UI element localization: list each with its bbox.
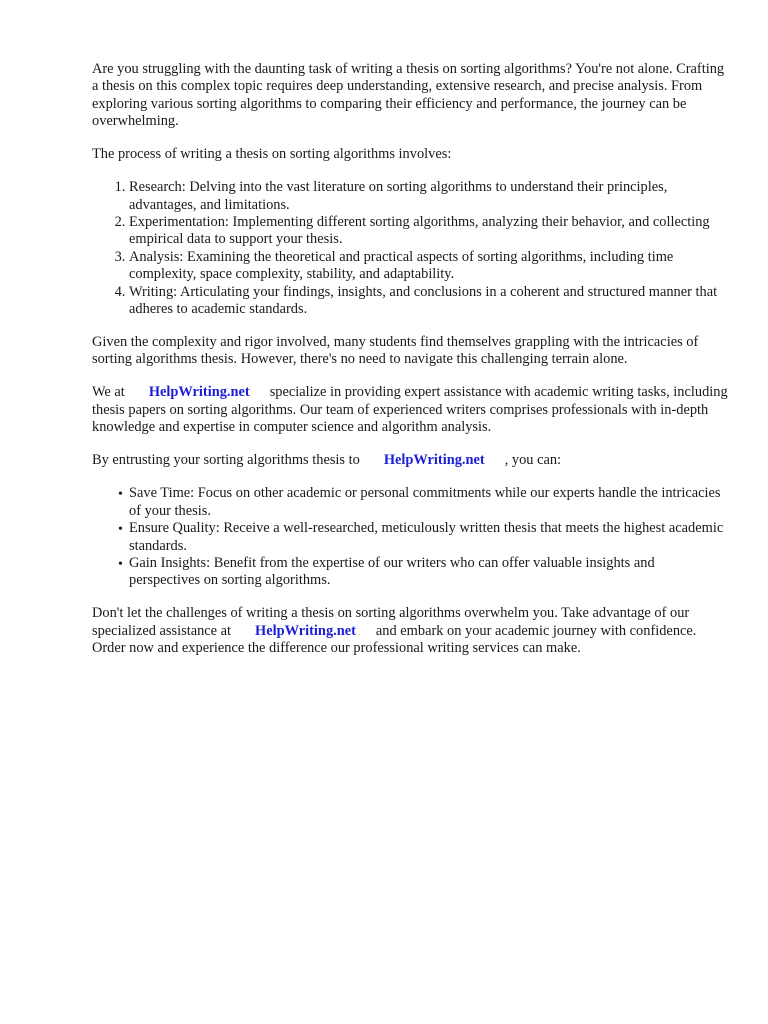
helpwriting-link-2[interactable]: HelpWriting.net [383,452,485,469]
list-item-analysis: 3. Analysis: Examining the theoretical and practical aspects of sorting algorithms, including time complexity, space complexity, stability, and adaptability. [129,249,728,284]
entrusting-lead: By entrusting your sorting algorithms thesis to [92,452,360,469]
intro-paragraph: Are you struggling with the daunting task of writing a thesis on sorting algorithms? You're not alone. Crafting a thesis on this complex topic requires deep understanding, extensive research, and precise analysis. From exploring various sorting algorithms to comparing their efficiency and performance, the journey can be overwhelming. [92,61,725,130]
list-item-ensure-quality [118,520,728,555]
benefit-text: Ensure Quality: Receive a well-researched, meticulously written thesis that meets the highest academic standards. [129,520,724,554]
process-steps-list [92,179,728,318]
entrusting-paragraph [92,452,728,469]
closing-rest: and embark on your academic journey with confidence. Order now and experience the difference our professional writing services can make. [92,622,697,657]
entrusting-rest: , you can: [504,452,562,469]
process-intro: The process of writing a thesis on sorting algorithms involves: [92,146,452,163]
list-item-gain-insights [118,554,728,590]
bullet-icon: • [118,556,123,572]
we-at-rest: specialize in providing expert assistance with academic writing tasks, including thesis papers on sorting algorithms. Our team of experienced writers comprises professionals with in-depth knowledge and expertise in computer science and algorithm analysis. [92,384,728,436]
complexity-paragraph: Given the complexity and rigor involved, many students find themselves grappling with the intricacies of sorting algorithms thesis. However, there's no need to navigate this challenging terrain alone. [92,334,699,368]
bullet-icon: • [118,522,123,538]
list-item-research: 1. Research: Delving into the vast literature on sorting algorithms to understand their principles, advantages, and limitations. [129,179,728,214]
closing-lead: Don't let the challenges of writing a thesis on sorting algorithms overwhelm you. Take advantage of our specialized assistance at [92,605,690,639]
we-at-lead: We at [92,384,125,401]
helpwriting-link-1[interactable]: HelpWriting.net [148,384,250,401]
list-item-writing: 4. Writing: Articulating your findings, insights, and conclusions in a coherent and structured manner that adheres to academic standards. [129,284,728,319]
list-item-experimentation: 2. Experimentation: Implementing different sorting algorithms, analyzing their behavior, and collecting empirical data to support your thesis. [129,214,728,249]
bullet-icon: • [118,487,123,503]
benefit-text: Gain Insights: Benefit from the expertise of our writers who can offer valuable insights and perspectives on sorting algorithms. [129,554,655,589]
helpwriting-link-3[interactable]: HelpWriting.net [255,622,356,639]
we-at-paragraph [92,384,728,436]
benefit-text: Save Time: Focus on other academic or personal commitments while our experts handle the intricacies of your thesis. [129,485,721,519]
closing-paragraph [92,605,728,657]
benefits-list [92,485,728,589]
list-item-save-time [118,485,728,520]
